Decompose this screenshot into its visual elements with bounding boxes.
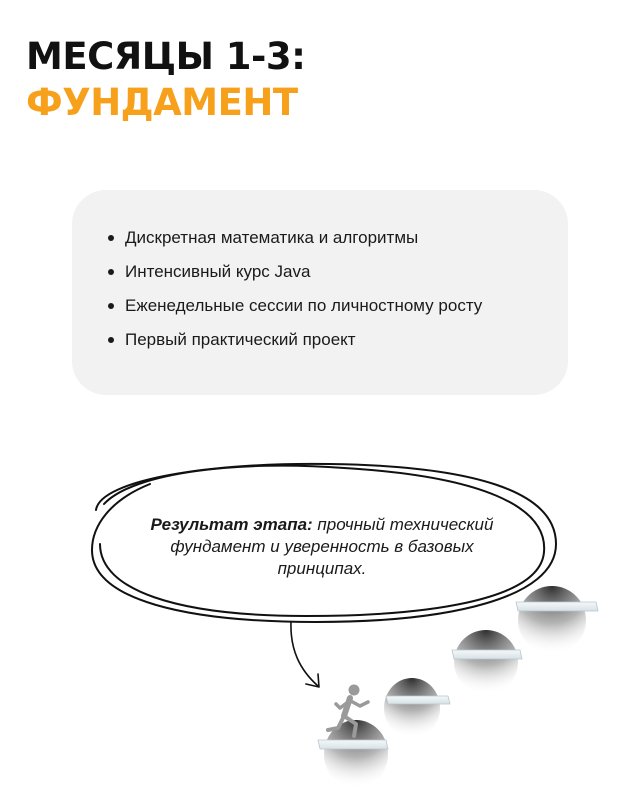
list-item-text: Еженедельные сессии по личностному росту: [125, 296, 483, 315]
bullet-icon: [108, 235, 114, 241]
stage-result-line1: прочный технический: [312, 515, 494, 534]
bullet-icon: [108, 337, 114, 343]
bullet-icon: [108, 269, 114, 275]
page-title: [26, 34, 305, 126]
step-4: [516, 602, 598, 611]
curved-arrow-icon: [291, 622, 319, 687]
step-3: [452, 650, 522, 659]
step-1: [318, 740, 388, 749]
title-months: МЕСЯЦЫ 1-3:: [26, 35, 306, 78]
list-item: [108, 262, 482, 282]
list-item: [108, 330, 482, 350]
list-item: [108, 296, 482, 316]
step-shadows: [324, 586, 586, 788]
topics-card: [72, 190, 568, 395]
list-item: [108, 228, 482, 248]
stage-result-line2: фундамент и уверенность в базовых: [170, 537, 474, 556]
list-item-text: Интенсивный курс Java: [125, 262, 311, 281]
title-foundation: ФУНДАМЕНТ: [26, 81, 298, 124]
stage-result-label: Результат этапа:: [150, 515, 313, 534]
bullet-icon: [108, 303, 114, 309]
list-item-text: Первый практический проект: [125, 330, 356, 349]
topics-list: [108, 228, 482, 364]
stage-result-text: [140, 514, 504, 580]
stage-result-line3: принципах.: [277, 559, 367, 578]
step-2: [386, 696, 450, 704]
stairs-illustration: [0, 440, 640, 800]
illustration-scene: [0, 440, 640, 800]
list-item-text: Дискретная математика и алгоритмы: [125, 228, 419, 247]
